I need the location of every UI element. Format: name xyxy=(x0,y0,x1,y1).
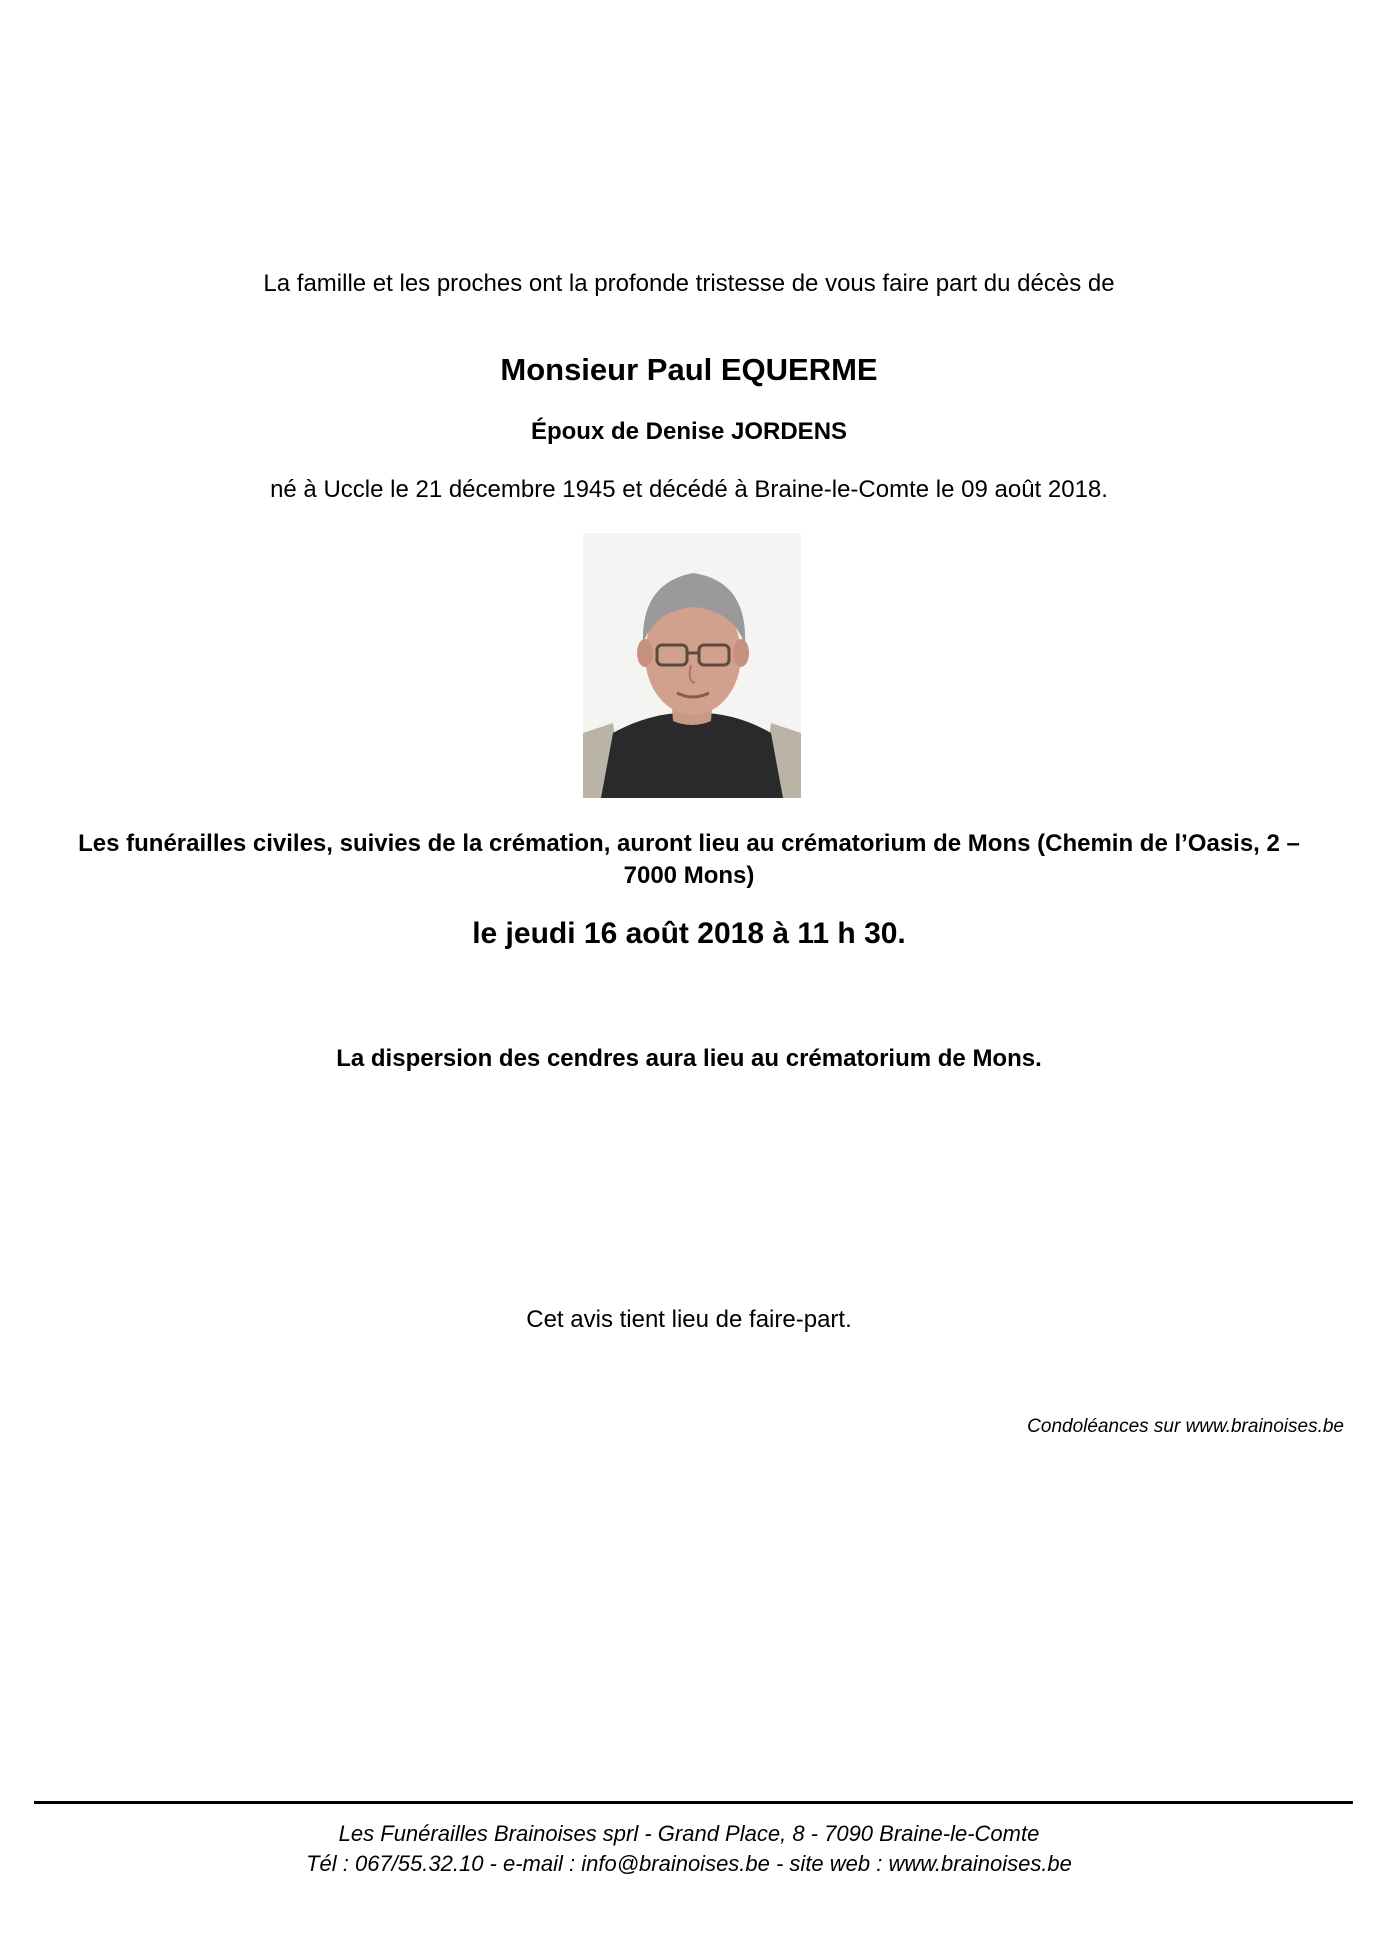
funeral-details: Les funérailles civiles, suivies de la crémation, auront lieu au crématorium de Mons (Chemin de l’Oasis, 2 – 7000 Mons) xyxy=(78,830,1300,889)
footer-divider xyxy=(34,1801,1353,1804)
ceremony-date: le jeudi 16 août 2018 à 11 h 30. xyxy=(472,917,906,950)
spouse-line: Époux de Denise JORDENS xyxy=(530,418,848,445)
footer-contact: Tél : 067/55.32.10 - e-mail : info@brainoises.be - site web : www.brainoises.be xyxy=(306,1851,1072,1876)
birth-death-dates: né à Uccle le 21 décembre 1945 et décédé à Braine-le-Comte le 09 août 2018. xyxy=(270,476,1108,503)
ash-dispersion: La dispersion des cendres aura lieu au crématorium de Mons. xyxy=(336,1045,1042,1072)
portrait-icon xyxy=(583,533,801,798)
footer-address: Les Funérailles Brainoises sprl - Grand Place, 8 - 7090 Braine-le-Comte xyxy=(338,1821,1040,1846)
notice-text: Cet avis tient lieu de faire-part. xyxy=(526,1306,852,1333)
deceased-name: Monsieur Paul EQUERME xyxy=(500,352,878,387)
intro-text: La famille et les proches ont la profonde tristesse de vous faire part du décès de xyxy=(263,270,1115,297)
portrait-photo xyxy=(583,533,801,798)
condolences-link[interactable]: Condoléances sur www.brainoises.be xyxy=(1027,1416,1344,1437)
